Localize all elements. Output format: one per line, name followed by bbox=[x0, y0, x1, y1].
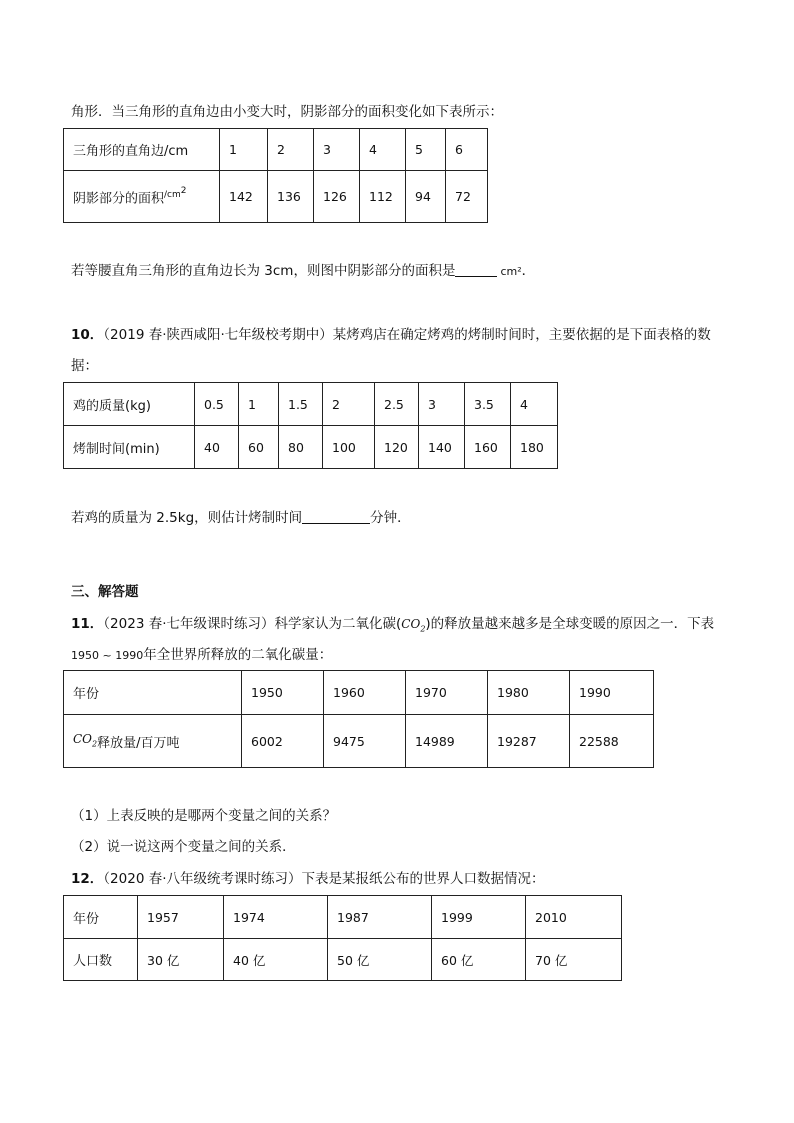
cell: 3.5 bbox=[465, 383, 511, 426]
cell: 14989 bbox=[406, 715, 488, 768]
co2-sub: 2 bbox=[420, 624, 426, 634]
cell: 1957 bbox=[138, 896, 224, 939]
row-label-text: 释放量/百万吨 bbox=[97, 735, 180, 751]
cell: 72 bbox=[446, 171, 488, 223]
cell: 4 bbox=[360, 129, 406, 171]
q11-line1 bbox=[71, 614, 714, 639]
cell: 126 bbox=[314, 171, 360, 223]
cell: 3 bbox=[314, 129, 360, 171]
q10-number: 10． bbox=[71, 327, 104, 343]
table-row bbox=[64, 896, 622, 939]
co2-base: CO bbox=[73, 731, 93, 746]
q10-line2: 据： bbox=[71, 358, 98, 374]
table-population bbox=[63, 895, 622, 981]
cell: 160 bbox=[465, 426, 511, 469]
co2-sub: 2 bbox=[92, 738, 98, 748]
cell: 2 bbox=[323, 383, 375, 426]
q11-text-b: )的释放量越来越多是全球变暖的原因之一．下表 bbox=[425, 616, 715, 632]
row-label-text: 阴影部分的面积 bbox=[73, 191, 165, 207]
cell: 40 亿 bbox=[224, 939, 328, 981]
year-range: 1950 ~ 1990 bbox=[71, 649, 144, 662]
cell: 140 bbox=[419, 426, 465, 469]
row-label: 烤制时间(min) bbox=[64, 426, 195, 469]
co2-base: CO bbox=[401, 617, 421, 631]
cell: 40 bbox=[195, 426, 239, 469]
q12-source: （2020 春·八年级统考课时练习） bbox=[103, 871, 302, 887]
table-row bbox=[64, 383, 558, 426]
cell: 142 bbox=[220, 171, 268, 223]
q11-number: 11． bbox=[71, 616, 104, 632]
cell: 80 bbox=[279, 426, 323, 469]
table-row bbox=[64, 715, 654, 768]
co2-formula bbox=[401, 617, 426, 634]
q11-text-a: 科学家认为二氧化碳( bbox=[274, 616, 402, 632]
table-chicken-time bbox=[63, 382, 558, 469]
q10-after-text: 若鸡的质量为 2.5kg，则估计烤制时间 bbox=[71, 510, 303, 526]
q10-source: （2019 春·陕西咸阳·七年级校考期中） bbox=[103, 327, 333, 343]
cell: 1980 bbox=[488, 671, 570, 715]
row-label bbox=[64, 715, 242, 768]
cell: 120 bbox=[375, 426, 419, 469]
row-label: 年份 bbox=[64, 896, 138, 939]
cell: 1999 bbox=[432, 896, 526, 939]
unit: /cm bbox=[164, 190, 181, 201]
cell: 1974 bbox=[224, 896, 328, 939]
cell: 60 亿 bbox=[432, 939, 526, 981]
cell: 1 bbox=[239, 383, 279, 426]
table-triangle-area bbox=[63, 128, 488, 223]
cell: 9475 bbox=[324, 715, 406, 768]
cell: 94 bbox=[406, 171, 446, 223]
cell: 136 bbox=[268, 171, 314, 223]
q11-source: （2023 春·七年级课时练习） bbox=[103, 616, 275, 632]
cell: 19287 bbox=[488, 715, 570, 768]
q9-line bbox=[71, 261, 535, 282]
answer-blank[interactable] bbox=[302, 509, 370, 524]
table-row bbox=[64, 939, 622, 981]
table-row bbox=[64, 129, 488, 171]
q11-sub2: （2）说一说这两个变量之间的关系． bbox=[71, 839, 296, 855]
cell: 1950 bbox=[242, 671, 324, 715]
cell: 4 bbox=[511, 383, 558, 426]
q11-sub1: （1）上表反映的是哪两个变量之间的关系？ bbox=[71, 808, 337, 824]
cell: 22588 bbox=[570, 715, 654, 768]
cell: 1.5 bbox=[279, 383, 323, 426]
row-label bbox=[64, 171, 220, 223]
section-title: 三、解答题 bbox=[71, 584, 139, 600]
cell: 50 亿 bbox=[328, 939, 432, 981]
cell: 180 bbox=[511, 426, 558, 469]
cell: 2.5 bbox=[375, 383, 419, 426]
q9-end: ． bbox=[521, 263, 536, 279]
cell: 112 bbox=[360, 171, 406, 223]
q9-text: 若等腰直角三角形的直角边长为 3cm，则图中阴影部分的面积是 bbox=[71, 263, 456, 279]
cell: 1 bbox=[220, 129, 268, 171]
cell: 60 bbox=[239, 426, 279, 469]
q12-text: 下表是某报纸公布的世界人口数据情况： bbox=[301, 871, 545, 887]
cell: 5 bbox=[406, 129, 446, 171]
q11-line2 bbox=[71, 645, 332, 666]
q10-after-end: 分钟． bbox=[370, 510, 411, 526]
cell: 1970 bbox=[406, 671, 488, 715]
q9-unit: cm² bbox=[500, 265, 522, 278]
cell: 70 亿 bbox=[526, 939, 622, 981]
q11-text-2: 年全世界所释放的二氧化碳量： bbox=[143, 647, 333, 663]
q12-number: 12． bbox=[71, 871, 104, 887]
cell: 1960 bbox=[324, 671, 406, 715]
cell: 100 bbox=[323, 426, 375, 469]
table-co2 bbox=[63, 670, 654, 768]
row-label: 年份 bbox=[64, 671, 242, 715]
q10-line1 bbox=[71, 325, 711, 345]
q10-text: 某烤鸡店在确定烤鸡的烤制时间时，主要依据的是下面表格的数 bbox=[332, 327, 711, 343]
cell: 1987 bbox=[328, 896, 432, 939]
intro-line: 角形．当三角形的直角边由小变大时，阴影部分的面积变化如下表所示： bbox=[71, 104, 503, 120]
row-label: 鸡的质量(kg) bbox=[64, 383, 195, 426]
table-row bbox=[64, 426, 558, 469]
answer-blank[interactable] bbox=[455, 262, 497, 277]
q10-after-line bbox=[71, 508, 411, 528]
row-label: 人口数 bbox=[64, 939, 138, 981]
cell: 6 bbox=[446, 129, 488, 171]
cell: 2010 bbox=[526, 896, 622, 939]
cell: 6002 bbox=[242, 715, 324, 768]
unit-sup: 2 bbox=[180, 186, 187, 197]
table-row bbox=[64, 671, 654, 715]
table-row bbox=[64, 171, 488, 223]
cell: 3 bbox=[419, 383, 465, 426]
cell: 1990 bbox=[570, 671, 654, 715]
cell: 2 bbox=[268, 129, 314, 171]
cell: 30 亿 bbox=[138, 939, 224, 981]
co2-formula bbox=[73, 732, 97, 746]
q12-line bbox=[71, 869, 545, 889]
cell: 0.5 bbox=[195, 383, 239, 426]
row-label: 三角形的直角边/cm bbox=[64, 129, 220, 171]
